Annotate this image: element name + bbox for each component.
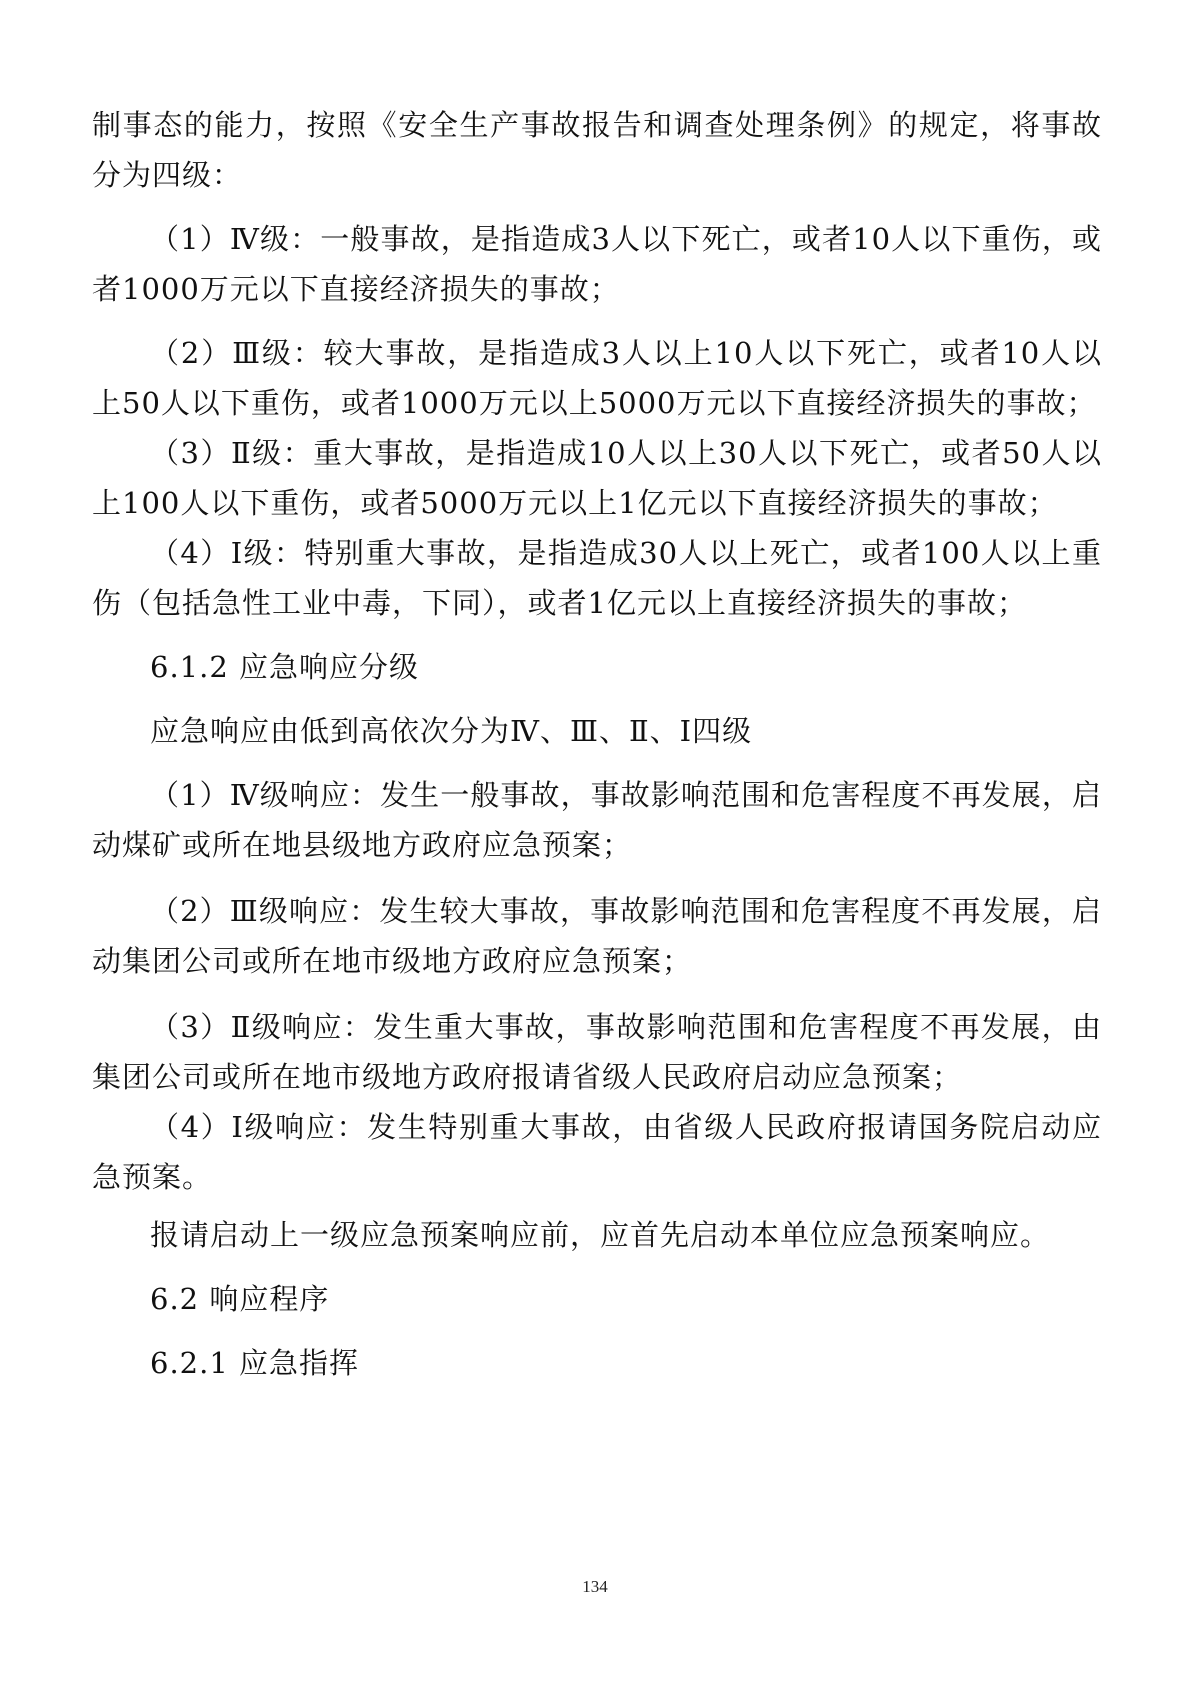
paragraph-accident-classification-intro: 制事态的能力，按照《安全生产事故报告和调查处理条例》的规定，将事故分为四级：: [92, 108, 1102, 192]
paragraph-level-iii-response: （2）Ⅲ级响应：发生较大事故，事故影响范围和危害程度不再发展，启动集团公司或所在地市级地方政府应急预案；: [92, 894, 1102, 978]
paragraph-level-i-accident: （4）Ⅰ级：特别重大事故，是指造成30人以上死亡，或者100人以上重伤（包括急性工业中毒，下同），或者1亿元以上直接经济损失的事故；: [92, 536, 1102, 620]
page-number: 134: [582, 1577, 608, 1596]
section-heading-6-2-1: 6.2.1 应急指挥: [150, 1346, 360, 1380]
paragraph-response-levels-intro: 应急响应由低到高依次分为Ⅳ、Ⅲ、Ⅱ、Ⅰ四级: [150, 714, 753, 748]
document-body: [92, 100, 1102, 1388]
section-heading-6-1-2: 6.1.2 应急响应分级: [150, 650, 420, 684]
paragraph-level-ii-response: （3）Ⅱ级响应：发生重大事故，事故影响范围和危害程度不再发展，由集团公司或所在地市级地方政府报请省级人民政府启动应急预案；: [92, 1010, 1102, 1094]
paragraph-level-iv-response: （1）Ⅳ级响应：发生一般事故，事故影响范围和危害程度不再发展，启动煤矿或所在地县级地方政府应急预案；: [92, 778, 1102, 862]
paragraph-level-iii-accident: （2）Ⅲ级：较大事故，是指造成3人以上10人以下死亡，或者10人以上50人以下重伤，或者1000万元以上5000万元以下直接经济损失的事故；: [92, 336, 1102, 420]
paragraph-level-i-response: （4）Ⅰ级响应：发生特别重大事故，由省级人民政府报请国务院启动应急预案。: [92, 1110, 1102, 1194]
paragraph-level-ii-accident: （3）Ⅱ级：重大事故，是指造成10人以上30人以下死亡，或者50人以上100人以下重伤，或者5000万元以上1亿元以下直接经济损失的事故；: [92, 436, 1102, 520]
section-heading-6-2: 6.2 响应程序: [150, 1282, 330, 1316]
paragraph-level-iv-accident: （1）Ⅳ级：一般事故，是指造成3人以下死亡，或者10人以下重伤，或者1000万元以下直接经济损失的事故；: [92, 222, 1102, 306]
paragraph-escalation-note: 报请启动上一级应急预案响应前，应首先启动本单位应急预案响应。: [150, 1218, 1051, 1252]
